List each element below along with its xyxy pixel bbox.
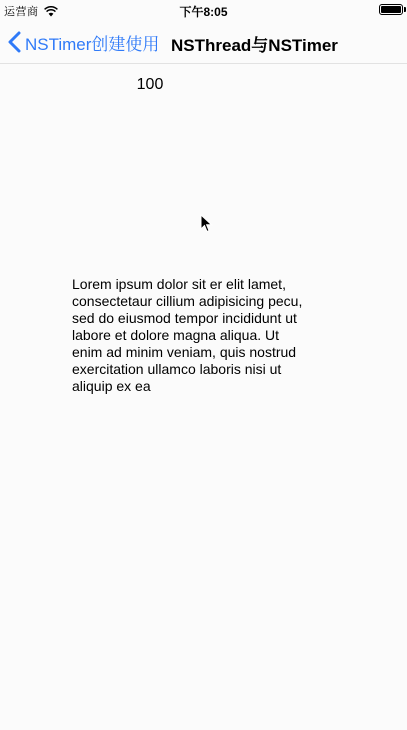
battery-icon xyxy=(379,4,403,15)
mouse-cursor-icon xyxy=(200,214,213,234)
lorem-paragraph: Lorem ipsum dolor sit er elit lamet, consectetaur cillium adipisicing pecu, sed do eiusmod tempor incididunt ut labore et dolore magna aliqua. Ut enim ad minim veniam, quis nostrud exercitation ullamco laboris nisi ut aliquip ex ea xyxy=(72,276,303,394)
back-button-label: NSTimer创建使用 xyxy=(25,34,160,54)
battery-fill xyxy=(381,6,401,13)
battery-nub xyxy=(404,7,406,12)
status-time: 下午8:05 xyxy=(179,5,228,19)
counter-label: 100 xyxy=(136,76,164,93)
back-button[interactable] xyxy=(8,28,159,56)
chevron-left-icon xyxy=(8,31,21,53)
page-title: NSThread与NSTimer xyxy=(171,36,338,55)
navigation-bar xyxy=(0,20,407,64)
carrier-label: 运营商 xyxy=(4,6,39,18)
status-bar xyxy=(0,0,407,20)
